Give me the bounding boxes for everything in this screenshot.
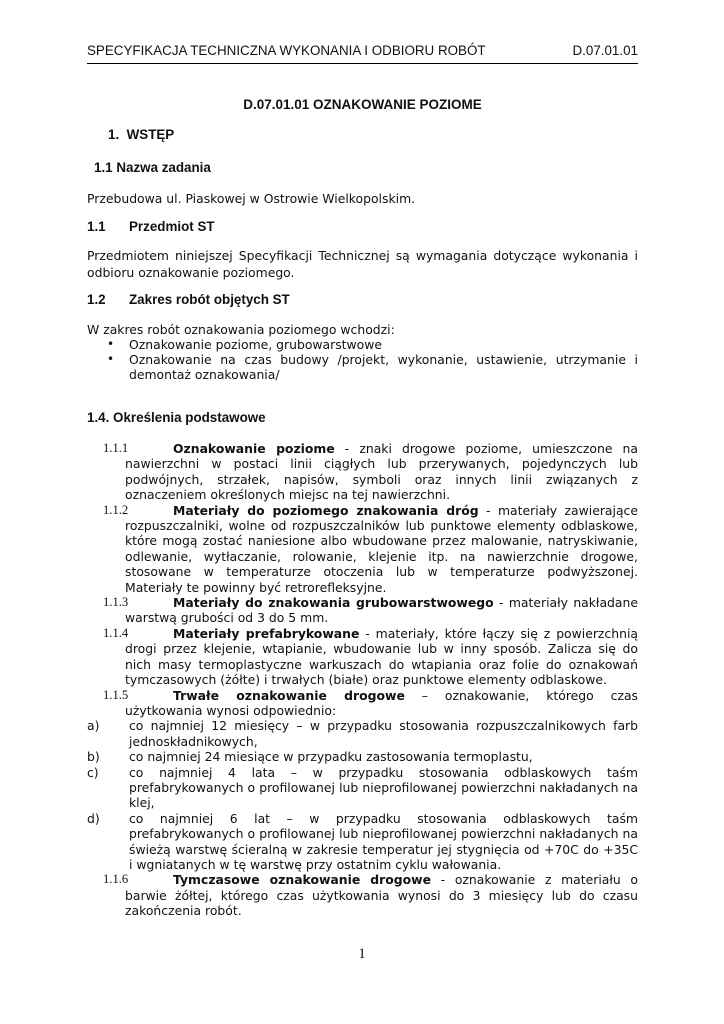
definition-item bbox=[87, 626, 638, 688]
definition-term: Materiały do znakowania grubowarstwowego bbox=[173, 595, 494, 611]
duration-text: co najmniej 6 lat – w przypadku stosowania odblaskowych taśm prefabrykowanych o profilowanej lub nieprofilowanej powierzchni nakładanych na świeżą warstwę ścieralną w zakresie temperatur jej stygnięcia od +70C do +35C i wgniatanych w tę warstwę przy ostatnim cyklu wałowania. bbox=[129, 810, 638, 872]
duration-letter: a) bbox=[87, 718, 100, 734]
page-header bbox=[87, 43, 638, 64]
section-1-heading bbox=[108, 127, 174, 142]
duration-text: co najmniej 24 miesiące w przypadku zastosowania termoplastu, bbox=[129, 749, 533, 765]
definition-item bbox=[87, 595, 638, 626]
definition-item bbox=[87, 872, 638, 918]
section-scope-number: 1.2 bbox=[87, 292, 106, 307]
definition-item bbox=[87, 688, 638, 719]
section-1-1-text: Przebudowa ul. Piaskowej w Ostrowie Wielkopolskim. bbox=[87, 191, 416, 206]
duration-text: co najmniej 12 miesięcy – w przypadku stosowania rozpuszczalnikowych farb jednoskładnikowych, bbox=[129, 718, 638, 749]
header-title: SPECYFIKACJA TECHNICZNA WYKONANIA I ODBIORU ROBÓT bbox=[87, 43, 486, 58]
scope-bullet-list bbox=[87, 337, 638, 383]
definition-number: 1.1.5 bbox=[103, 687, 129, 702]
duration-letter: b) bbox=[87, 749, 100, 765]
section-subject-heading bbox=[87, 219, 215, 234]
definition-term: Materiały do poziomego znakowania dróg bbox=[173, 502, 479, 518]
definition-term: Tymczasowe oznakowanie drogowe bbox=[173, 872, 432, 888]
definition-term: Oznakowanie poziome bbox=[173, 441, 335, 456]
definition-number: 1.1.1 bbox=[103, 441, 129, 455]
definition-text: - znaki drogowe poziome, umieszczone na nawierzchni w postaci linii ciągłych lub przerywanych, pojedynczych lub podwójnych, strzałek, napisów, symboli oraz innych linii związanych z oznaczeniem określonych miejsc na tej nawierzchni. bbox=[125, 441, 638, 503]
header-code: D.07.01.01 bbox=[572, 43, 638, 58]
duration-letter: c) bbox=[87, 764, 99, 780]
section-definitions-heading: 1.4. Określenia podstawowe bbox=[87, 410, 266, 425]
duration-letter: d) bbox=[87, 810, 100, 826]
definitions-list bbox=[87, 441, 638, 919]
section-subject-number: 1.1 bbox=[87, 219, 106, 234]
definition-number: 1.1.4 bbox=[103, 625, 129, 640]
section-1-1-heading: 1.1 Nazwa zadania bbox=[94, 160, 211, 175]
list-item: • Oznakowanie poziome, grubowarstwowe bbox=[87, 337, 638, 352]
definition-number: 1.1.3 bbox=[103, 595, 129, 610]
section-subject-label: Przedmiot ST bbox=[129, 219, 215, 234]
section-scope-label: Zakres robót objętych ST bbox=[129, 292, 290, 307]
duration-item bbox=[87, 718, 638, 749]
duration-text: co najmniej 4 lata – w przypadku stosowania odblaskowych taśm prefabrykowanych o profilowanej lub nieprofilowanej powierzchni nakładanych na klej, bbox=[129, 764, 638, 811]
section-scope-heading bbox=[87, 292, 290, 307]
definition-text: - materiały zawierające rozpuszczalniki, wolne od rozpuszczalników lub punktowe elementy odblaskowe, które mogą zostać naniesione albo wbudowane przez malowanie, natryskiwanie, odlewanie, wytłaczanie, rolowanie, klejenie itp. na nawierzchnie drogowe, stosowane w temperaturze otoczenia lub w temperaturze podwyższonej. Materiały te powinny być retrorefleksyjne. bbox=[125, 502, 638, 595]
page-number: 1 bbox=[358, 946, 366, 962]
duration-item bbox=[87, 811, 638, 873]
definition-term: Materiały prefabrykowane bbox=[173, 625, 360, 641]
definition-text: - oznakowanie z materiału o barwie żółtej, którego czas użytkowania wynosi do 3 miesięcy lub do czasu zakończenia robót. bbox=[125, 872, 639, 919]
section-1-number: 1. bbox=[108, 127, 120, 142]
duration-item bbox=[87, 765, 638, 811]
definition-text: – oznakowanie, którego czas użytkowania wynosi odpowiednio: bbox=[125, 687, 639, 718]
definition-text: - materiały, które łączy się z powierzchnią drogi przez klejenie, wtapianie, wbudowanie lub w inny sposób. Zalicza się do nich masy termoplastyczne warkuszach do wtapiania oraz folie do oznakowań tymczasowych (żółte) i trwałych (białe) oraz punktowe elementy odblaskowe. bbox=[125, 625, 638, 688]
definition-number: 1.1.2 bbox=[103, 502, 129, 517]
document-title: D.07.01.01 OZNAKOWANIE POZIOME bbox=[243, 97, 482, 112]
section-scope-intro: W zakres robót oznakowania poziomego wchodzi: bbox=[87, 322, 395, 337]
definition-item bbox=[87, 441, 638, 503]
definition-text: - materiały nakładane warstwą grubości od 3 do 5 mm. bbox=[125, 595, 638, 626]
section-subject-text: Przedmiotem niniejszej Specyfikacji Technicznej są wymagania dotyczące wykonania i odbioru oznakowanie poziomego. bbox=[87, 248, 638, 280]
duration-item bbox=[87, 749, 638, 764]
list-item: • Oznakowanie na czas budowy /projekt, wykonanie, ustawienie, utrzymanie i demontaż oznakowania/ bbox=[87, 352, 638, 382]
definition-item bbox=[87, 503, 638, 595]
definition-number: 1.1.6 bbox=[103, 872, 129, 887]
section-1-label: WSTĘP bbox=[126, 127, 175, 142]
definition-term: Trwałe oznakowanie drogowe bbox=[173, 687, 405, 703]
